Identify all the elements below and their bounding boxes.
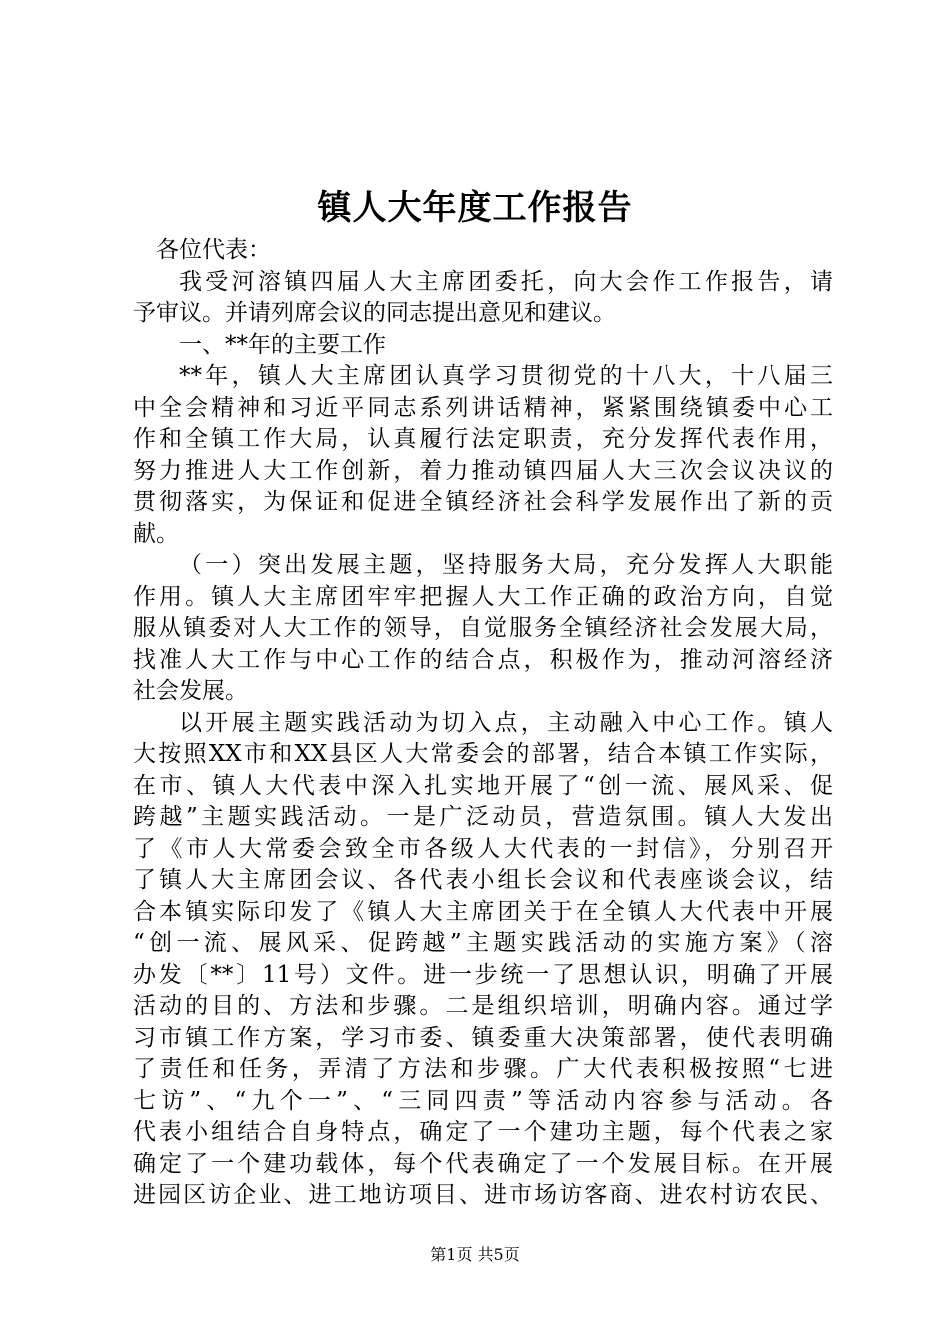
text-line: 大按照XX市和XX县区人大常委会的部署，结合本镇工作实际， [133,741,833,767]
text-line: 我受河溶镇四届人大主席团委托，向大会作工作报告，请 [179,268,833,295]
text-line: 进园区访企业、进工地访项目、进市场访客商、进农村访农民、 [133,1182,833,1208]
text-line: 予审议。并请列席会议的同志提出意见和建议。 [133,300,616,326]
text-line: 合本镇实际印发了《镇人大主席团关于在全镇人大代表中开展 [133,898,833,925]
text-line: 社会发展。 [133,678,248,704]
text-line: 努力推进人大工作创新，着力推动镇四届人大三次会议决议的 [133,457,833,484]
text-line: 确定了一个建功载体，每个代表确定了一个发展目标。在开展 [133,1150,833,1177]
text-line: 服从镇委对人大工作的领导，自觉服务全镇经济社会发展大局， [133,615,833,641]
text-line: 了《市人大常委会致全市各级人大代表的一封信》，分别召开 [133,835,833,862]
text-line: 在市、镇人大代表中深入扎实地开展了“创一流、展风采、促 [133,772,833,799]
text-line: （一）突出发展主题，坚持服务大局，充分发挥人大职能 [179,552,833,578]
text-line: 作用。镇人大主席团牢牢把握人大工作正确的政治方向，自觉 [133,583,833,610]
text-line: 中全会精神和习近平同志系列讲话精神，紧紧围绕镇委中心工 [133,394,833,421]
text-line: 各位代表： [156,237,271,263]
text-line: 跨越”主题实践活动。一是广泛动员，营造氛围。镇人大发出 [133,804,833,830]
text-line: 贯彻落实，为保证和促进全镇经济社会科学发展作出了新的贡 [133,489,833,515]
text-line: 了镇人大主席团会议、各代表小组长会议和代表座谈会议，结 [133,867,833,893]
document-title: 镇人大年度工作报告 [317,188,633,228]
text-line: 作和全镇工作大局，认真履行法定职责，充分发挥代表作用， [133,426,833,452]
text-line: 献。 [133,520,179,547]
text-line: 一、**年的主要工作 [179,331,386,358]
text-line: “创一流、展风采、促跨越”主题实践活动的实施方案》（溶 [133,930,833,956]
text-line: 找准人大工作与中心工作的结合点，积极作为，推动河溶经济 [133,646,833,673]
text-line: 以开展主题实践活动为切入点，主动融入中心工作。镇人 [179,709,833,736]
text-line: 活动的目的、方法和步骤。二是组织培训，明确内容。通过学 [133,993,833,1019]
text-line: 了责任和任务，弄清了方法和步骤。广大代表积极按照“七进 [133,1056,833,1082]
text-line: 代表小组结合自身特点，确定了一个建功主题，每个代表之家 [133,1119,833,1145]
text-line: 七访”、“九个一”、“三同四责”等活动内容参与活动。各 [133,1087,833,1114]
page-footer: 第1页 共5页 [430,1245,520,1264]
document-body [133,235,833,1212]
text-line: 办发〔**〕11号）文件。进一步统一了思想认识，明确了开展 [133,961,833,988]
text-line: 习市镇工作方案，学习市委、镇委重大决策部署，使代表明确 [133,1024,833,1051]
text-line: **年，镇人大主席团认真学习贯彻党的十八大，十八届三 [179,363,833,389]
